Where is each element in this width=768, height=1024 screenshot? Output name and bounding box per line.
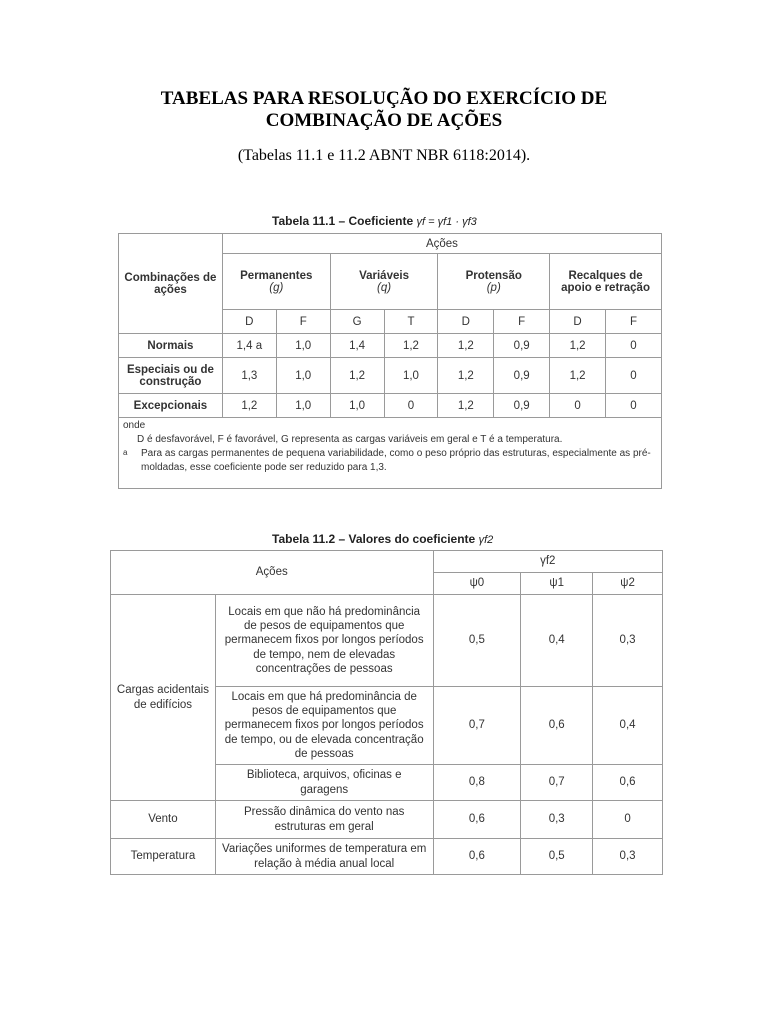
table-cell: 0,9 <box>494 358 550 394</box>
acoes-header: Ações <box>111 551 434 595</box>
group-permanentes-symbol: (g) <box>269 281 284 294</box>
subcol-header: D <box>438 310 494 334</box>
table1-notes <box>118 417 662 489</box>
table-cell: 0,6 <box>521 687 593 765</box>
table-cell: 0,6 <box>433 801 521 839</box>
row-description: Biblioteca, arquivos, oficinas e garagens <box>215 765 433 801</box>
table-cell: 1,4 <box>330 334 384 358</box>
table-cell: 1,2 <box>438 334 494 358</box>
table-cell: 0,3 <box>593 595 663 687</box>
table-cell: 1,0 <box>330 394 384 418</box>
table-cell: 0,5 <box>433 595 521 687</box>
subcol-header: G <box>330 310 384 334</box>
table-cell: 1,2 <box>384 334 438 358</box>
row-label: Normais <box>119 334 223 358</box>
table-cell: 0 <box>550 394 606 418</box>
table-cell: 1,2 <box>330 358 384 394</box>
row-description: Pressão dinâmica do vento nas estruturas em geral <box>215 801 433 839</box>
table1-caption <box>272 214 477 228</box>
page-title-line2: COMBINAÇÃO DE AÇÕES <box>265 110 503 131</box>
table-cell: 0,8 <box>433 765 521 801</box>
notes-onde: onde <box>123 420 146 431</box>
table-cell: 1,2 <box>222 394 276 418</box>
table-cell: 1,2 <box>550 334 606 358</box>
table-11-2 <box>110 550 663 875</box>
table1-caption-symbol: γf = γf1 · γf3 <box>416 216 477 228</box>
table1-caption-text: Tabela 11.1 – Coeficiente <box>272 214 414 228</box>
table-row <box>119 358 662 394</box>
table-cell: 0,3 <box>593 839 663 875</box>
table-cell: 1,4 a <box>222 334 276 358</box>
table-row <box>119 334 662 358</box>
footnote-text: Para as cargas permanentes de pequena variabilidade, como o peso próprio das estruturas, especialmente as pré-moldadas, esse coeficiente pode ser reduzido para 1,3. <box>141 448 651 473</box>
footnote-mark: a <box>123 448 128 457</box>
table-cell: 0,3 <box>521 801 593 839</box>
group-protensao <box>438 254 550 310</box>
group-permanentes <box>222 254 330 310</box>
row-label: Excepcionais <box>119 394 223 418</box>
group-variaveis-symbol: (q) <box>377 281 392 294</box>
table-row <box>111 595 663 687</box>
table-cell: 0 <box>593 801 663 839</box>
table-cell: 0,9 <box>494 394 550 418</box>
table-cell: 0,9 <box>494 334 550 358</box>
table-row <box>111 839 663 875</box>
table-cell: 1,3 <box>222 358 276 394</box>
gamma-header: γf2 <box>433 551 663 573</box>
table-cell: 0 <box>606 334 662 358</box>
group-cargas-acidentais: Cargas acidentais de edifícios <box>111 595 216 801</box>
table-cell: 1,2 <box>438 394 494 418</box>
psi-header: ψ2 <box>593 573 663 595</box>
table-cell: 1,0 <box>276 334 330 358</box>
subcol-header: F <box>494 310 550 334</box>
group-permanentes-name: Permanentes <box>240 269 313 282</box>
page-subtitle: (Tabelas 11.1 e 11.2 ABNT NBR 6118:2014). <box>237 147 531 164</box>
table-cell: 0,4 <box>593 687 663 765</box>
group-variaveis <box>330 254 438 310</box>
notes-legend: D é desfavorável, F é favorável, G representa as cargas variáveis em geral e T é a temperatura. <box>137 434 563 445</box>
row-description: Variações uniformes de temperatura em relação à média anual local <box>215 839 433 875</box>
table2-caption-symbol: γf2 <box>478 534 494 546</box>
table-cell: 0,7 <box>433 687 521 765</box>
table2-caption-text: Tabela 11.2 – Valores do coeficiente <box>272 532 476 546</box>
table-cell: 1,0 <box>384 358 438 394</box>
table-cell: 1,2 <box>438 358 494 394</box>
row-label: Especiais ou de construção <box>119 358 223 394</box>
table2-caption <box>272 532 493 546</box>
table-cell: 1,0 <box>276 394 330 418</box>
subcol-header: D <box>550 310 606 334</box>
table-cell: 0 <box>606 358 662 394</box>
page-title-line1: TABELAS PARA RESOLUÇÃO DO EXERCÍCIO DE <box>160 88 608 109</box>
subcol-header: T <box>384 310 438 334</box>
table-row <box>119 394 662 418</box>
subcol-header: F <box>276 310 330 334</box>
acoes-header: Ações <box>222 234 661 254</box>
table-cell: 0,4 <box>521 595 593 687</box>
table-cell: 1,0 <box>276 358 330 394</box>
subcol-header: D <box>222 310 276 334</box>
table-cell: 0,7 <box>521 765 593 801</box>
psi-header: ψ0 <box>433 573 521 595</box>
group-vento: Vento <box>111 801 216 839</box>
group-protensao-symbol: (p) <box>486 281 501 294</box>
group-variaveis-name: Variáveis <box>359 269 409 282</box>
group-temperatura: Temperatura <box>111 839 216 875</box>
table-cell: 0,6 <box>593 765 663 801</box>
notes-footnote <box>123 447 657 475</box>
combinacoes-header: Combinações de ações <box>119 234 223 334</box>
table-cell: 0 <box>606 394 662 418</box>
table-row <box>111 801 663 839</box>
table-cell: 0,5 <box>521 839 593 875</box>
group-recalques: Recalques de apoio e retração <box>550 254 662 310</box>
table-cell: 1,2 <box>550 358 606 394</box>
row-description: Locais em que há predominância de pesos de equipamentos que permanecem fixos por longos períodos de tempo, ou de elevada concentração de pessoas <box>215 687 433 765</box>
group-protensao-name: Protensão <box>465 269 522 282</box>
table-cell: 0,6 <box>433 839 521 875</box>
table-11-1 <box>118 233 662 418</box>
psi-header: ψ1 <box>521 573 593 595</box>
row-description: Locais em que não há predominância de pesos de equipamentos que permanecem fixos por longos períodos de tempo, nem de elevadas concentrações de pessoas <box>215 595 433 687</box>
table-cell: 0 <box>384 394 438 418</box>
subcol-header: F <box>606 310 662 334</box>
